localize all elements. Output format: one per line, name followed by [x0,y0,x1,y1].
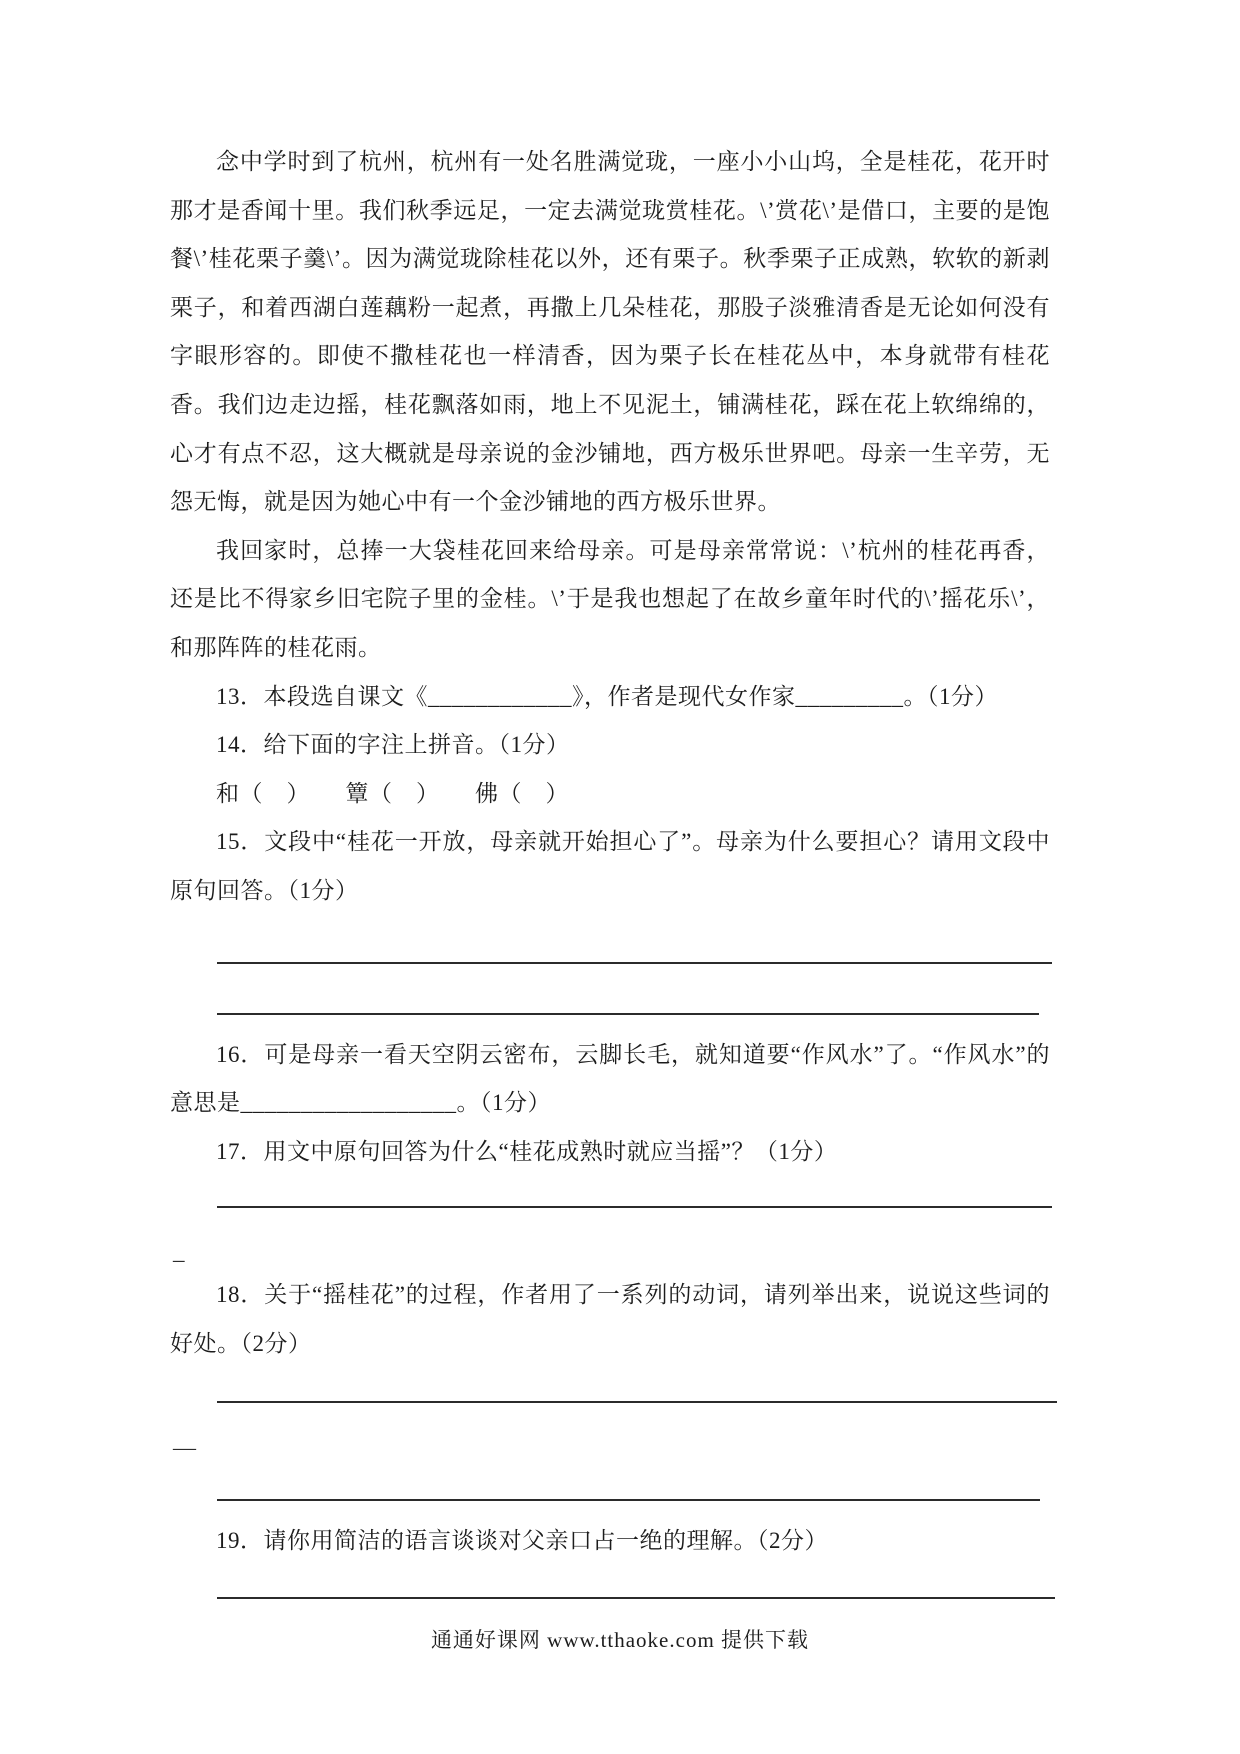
question-18: 18．关于“摇桂花”的过程，作者用了一系列的动词，请列举出来，说说这些词的好处。（2分） [170,1282,1050,1356]
question-14: 14．给下面的字注上拼音。（1分） [216,732,570,758]
question-19: 19．请你用简洁的语言谈谈对父亲口占一绝的理解。（2分） [216,1528,828,1554]
question-13: 13．本段选自课文《____________》，作者是现代女作家_________。（1分） [216,683,998,709]
passage-paragraph-1: 念中学时到了杭州，杭州有一处名胜满觉珑，一座小小山坞，全是桂花，花开时那才是香闻十里。我们秋季远足，一定去满觉珑赏桂花。\’赏花\’是借口，主要的是饱餐\’桂花栗子羹\’。因为满觉珑除桂花以外，还有栗子。秋季栗子正成熟，软软的新剥栗子，和着西湖白莲藕粉一起煮，再撒上几朵桂花，那股子淡雅清香是无论如何没有字眼形容的。即使不撒桂花也一样清香，因为栗子长在桂花丛中，本身就带有桂花香。我们边走边摇，桂花飘落如雨，地上不见泥土，铺满桂花，踩在花上软绵绵的，心才有点不忍，这大概就是母亲说的金沙铺地，西方极乐世界吧。母亲一生辛劳，无怨无悔，就是因为她心中有一个金沙铺地的西方极乐世界。 [170,149,1050,515]
answer-underline-5 [217,1499,1040,1501]
answer-underline-6 [217,1597,1055,1599]
question-15: 15．文段中“桂花一开放，母亲就开始担心了”。母亲为什么要担心？请用文段中原句回答。（1分） [170,829,1050,903]
passage-paragraph-2: 我回家时，总捧一大袋桂花回来给母亲。可是母亲常常说：\’杭州的桂花再香，还是比不得家乡旧宅院子里的金桂。\’于是我也想起了在故乡童年时代的\’摇花乐\’，和那阵阵的桂花雨。 [170,537,1050,660]
answer-underline-2 [217,1013,1039,1015]
question-14-pinyin-blanks: 和（ ） 簟（ ） 佛（ ） [216,780,569,806]
wrapped-dash-mark: — [173,1435,196,1461]
page-footer [0,1624,1240,1656]
answer-underline-4 [217,1401,1057,1403]
footer-site-text: 通通好课网 www.tthaoke.com 提供下载 [430,1628,810,1652]
question-17: 17．用文中原句回答为什么“桂花成熟时就应当摇”？（1分） [216,1138,838,1164]
wrapped-underscore-mark: _ [173,1239,185,1265]
question-16: 16．可是母亲一看天空阴云密布，云脚长毛，就知道要“作风水”了。“作风水”的意思是__________________。（1分） [170,1041,1050,1116]
answer-underline-3 [217,1206,1052,1208]
answer-underline-1 [217,962,1052,964]
content-column [170,138,1050,1599]
